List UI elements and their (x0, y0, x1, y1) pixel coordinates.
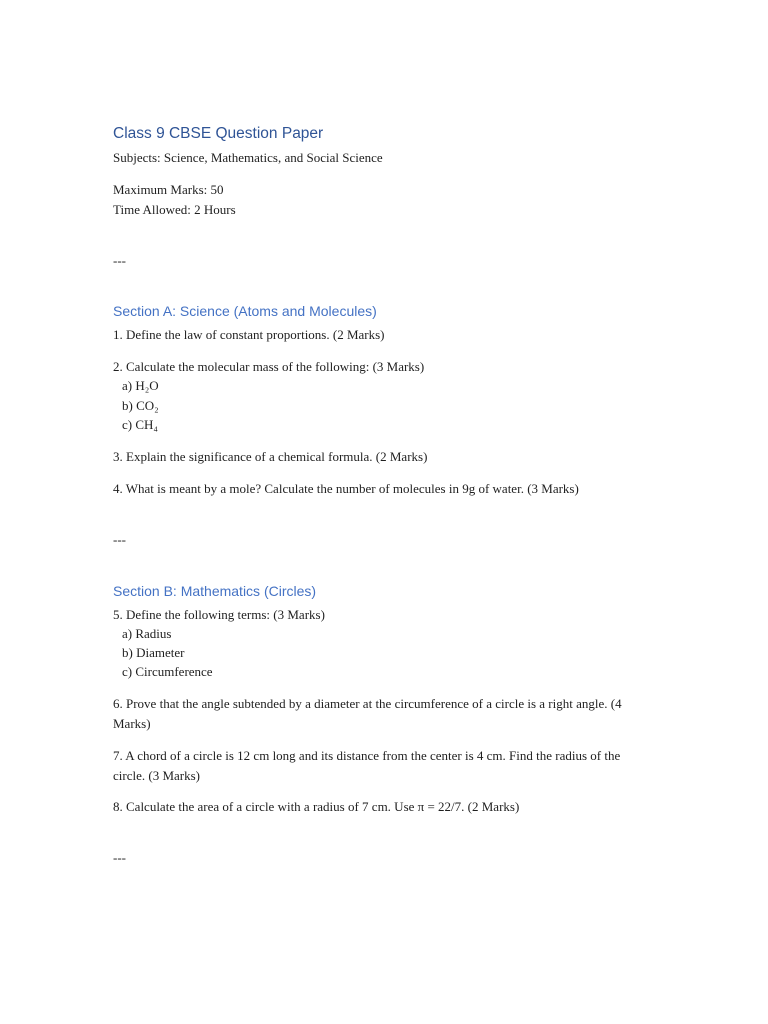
max-marks-line: Maximum Marks: 50 (113, 182, 224, 197)
question-1: 1. Define the law of constant proportions. (2 Marks) (113, 327, 385, 342)
page-title: Class 9 CBSE Question Paper (113, 125, 324, 142)
separator-3: --- (113, 850, 126, 865)
question-6: 6. Prove that the angle subtended by a diameter at the circumference of a circle is a right angle. (4 Marks) (113, 696, 622, 731)
separator-1: --- (113, 253, 126, 268)
subjects-line: Subjects: Science, Mathematics, and Social Science (113, 150, 383, 165)
question-4: 4. What is meant by a mole? Calculate the number of molecules in 9g of water. (3 Marks) (113, 481, 579, 496)
question-5-option-b: b) Diameter (122, 645, 185, 660)
question-2-option-a: a) H₂O (122, 378, 159, 393)
section-a-heading: Section A: Science (Atoms and Molecules) (113, 303, 377, 319)
separator-2: --- (113, 532, 126, 547)
section-b-heading: Section B: Mathematics (Circles) (113, 583, 317, 599)
question-5: 5. Define the following terms: (3 Marks) (113, 607, 325, 622)
question-5-option-c: c) Circumference (122, 664, 213, 679)
question-8: 8. Calculate the area of a circle with a radius of 7 cm. Use π = 22/7. (2 Marks) (113, 799, 520, 814)
question-2-option-c: c) CH₄ (122, 417, 158, 432)
question-3: 3. Explain the significance of a chemical formula. (2 Marks) (113, 449, 428, 464)
question-2-option-b: b) CO₂ (122, 398, 159, 413)
question-5-option-a: a) Radius (122, 626, 172, 641)
question-7: 7. A chord of a circle is 12 cm long and its distance from the center is 4 cm. Find the radius of the circle. (3 Marks) (113, 748, 621, 783)
question-2: 2. Calculate the molecular mass of the following: (3 Marks) (113, 359, 425, 374)
time-allowed-line: Time Allowed: 2 Hours (113, 202, 236, 217)
